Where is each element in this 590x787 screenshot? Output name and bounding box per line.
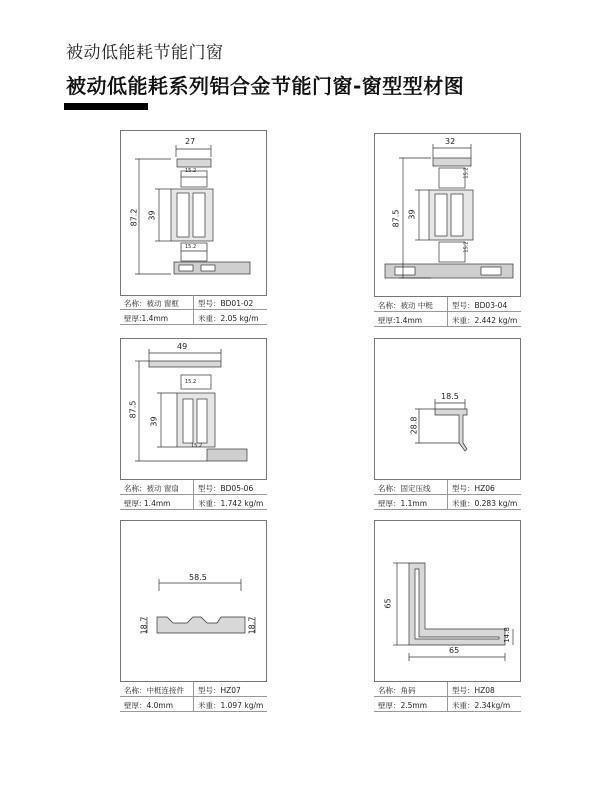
profile-bd05-svg (121, 339, 268, 481)
dim-label: 39 (149, 416, 159, 427)
profile-name: 名称：固定压线 (378, 484, 431, 493)
profile-model: 型号：BD05-06 (198, 484, 254, 493)
profile-weight: 米重：2.34kg/m (452, 701, 511, 710)
dim-label: 87.5 (391, 209, 401, 228)
dim-label: 15.2 (185, 379, 197, 385)
profile-weight: 米重：1.742 kg/m (198, 499, 264, 508)
profile-name: 名称：被动 窗框 (124, 299, 179, 308)
dim-label: 15.2 (185, 168, 197, 174)
profile-weight: 米重：2.05 kg/m (198, 314, 259, 323)
profile-thickness: 壁厚：1.1mm (378, 499, 428, 508)
profile-hz07-svg (121, 521, 268, 683)
dim-label: 58.5 (189, 573, 207, 582)
dim-label: 65 (383, 598, 393, 609)
profile-drawing (120, 130, 267, 296)
dim-label: 15.2 (463, 167, 470, 179)
profile-model: 型号：BD03-04 (452, 301, 508, 310)
profile-model: 型号：HZ08 (452, 686, 495, 695)
profile-thickness: 壁厚: 1.4mm (124, 499, 171, 508)
dim-label: 39 (147, 210, 157, 221)
dim-label: 39 (407, 209, 417, 220)
dim-label: 15.2 (185, 244, 197, 250)
title-underline (64, 103, 148, 110)
profile-drawing (120, 520, 267, 682)
dim-label: 18.5 (441, 392, 459, 401)
profile-weight: 米重：2.442 kg/m (452, 316, 518, 325)
profile-model: 型号：BD01-02 (198, 299, 254, 308)
profile-name: 名称：被动 窗扇 (124, 484, 179, 493)
profile-drawing (374, 338, 521, 480)
dim-label: 49 (177, 342, 188, 351)
dim-label: 15.2 (191, 443, 203, 449)
dim-label: 18.7 (139, 616, 149, 635)
profile-thickness: 壁厚：4.0mm (124, 701, 174, 710)
dim-label: 87.5 (128, 400, 138, 419)
profile-model: 型号：HZ06 (452, 484, 495, 493)
profile-thickness: 壁厚：2.5mm (378, 701, 428, 710)
profile-weight: 米重：0.283 kg/m (452, 499, 518, 508)
profile-hz06-svg (375, 339, 522, 481)
dim-label: 27 (185, 137, 196, 146)
dim-label: 14.8 (502, 627, 511, 643)
profile-model: 型号：HZ07 (198, 686, 241, 695)
profile-bd01-svg (121, 131, 268, 297)
dim-label: 65 (449, 646, 460, 655)
profile-name: 名称：被动 中梃 (378, 301, 433, 310)
page-subtitle: 被动低能耗节能门窗 (66, 43, 224, 63)
profile-drawing (374, 133, 521, 297)
profile-hz08-svg (375, 521, 522, 683)
profile-drawing (374, 520, 521, 682)
profile-name: 名称：中梃连接件 (124, 686, 184, 695)
profile-thickness: 壁厚:1.4mm (124, 314, 169, 323)
dim-label: 87.2 (129, 208, 139, 227)
profile-drawing (120, 338, 267, 480)
dim-label: 15.2 (463, 241, 470, 253)
profile-thickness: 壁厚:1.4mm (378, 316, 423, 325)
dim-label: 32 (445, 137, 456, 146)
page-title: 被动低能耗系列铝合金节能门窗-窗型型材图 (66, 74, 465, 98)
profile-name: 名称：角码 (378, 686, 416, 695)
profile-weight: 米重：1.097 kg/m (198, 701, 264, 710)
dim-label: 18.7 (247, 616, 257, 635)
dim-label: 28.8 (409, 416, 419, 435)
